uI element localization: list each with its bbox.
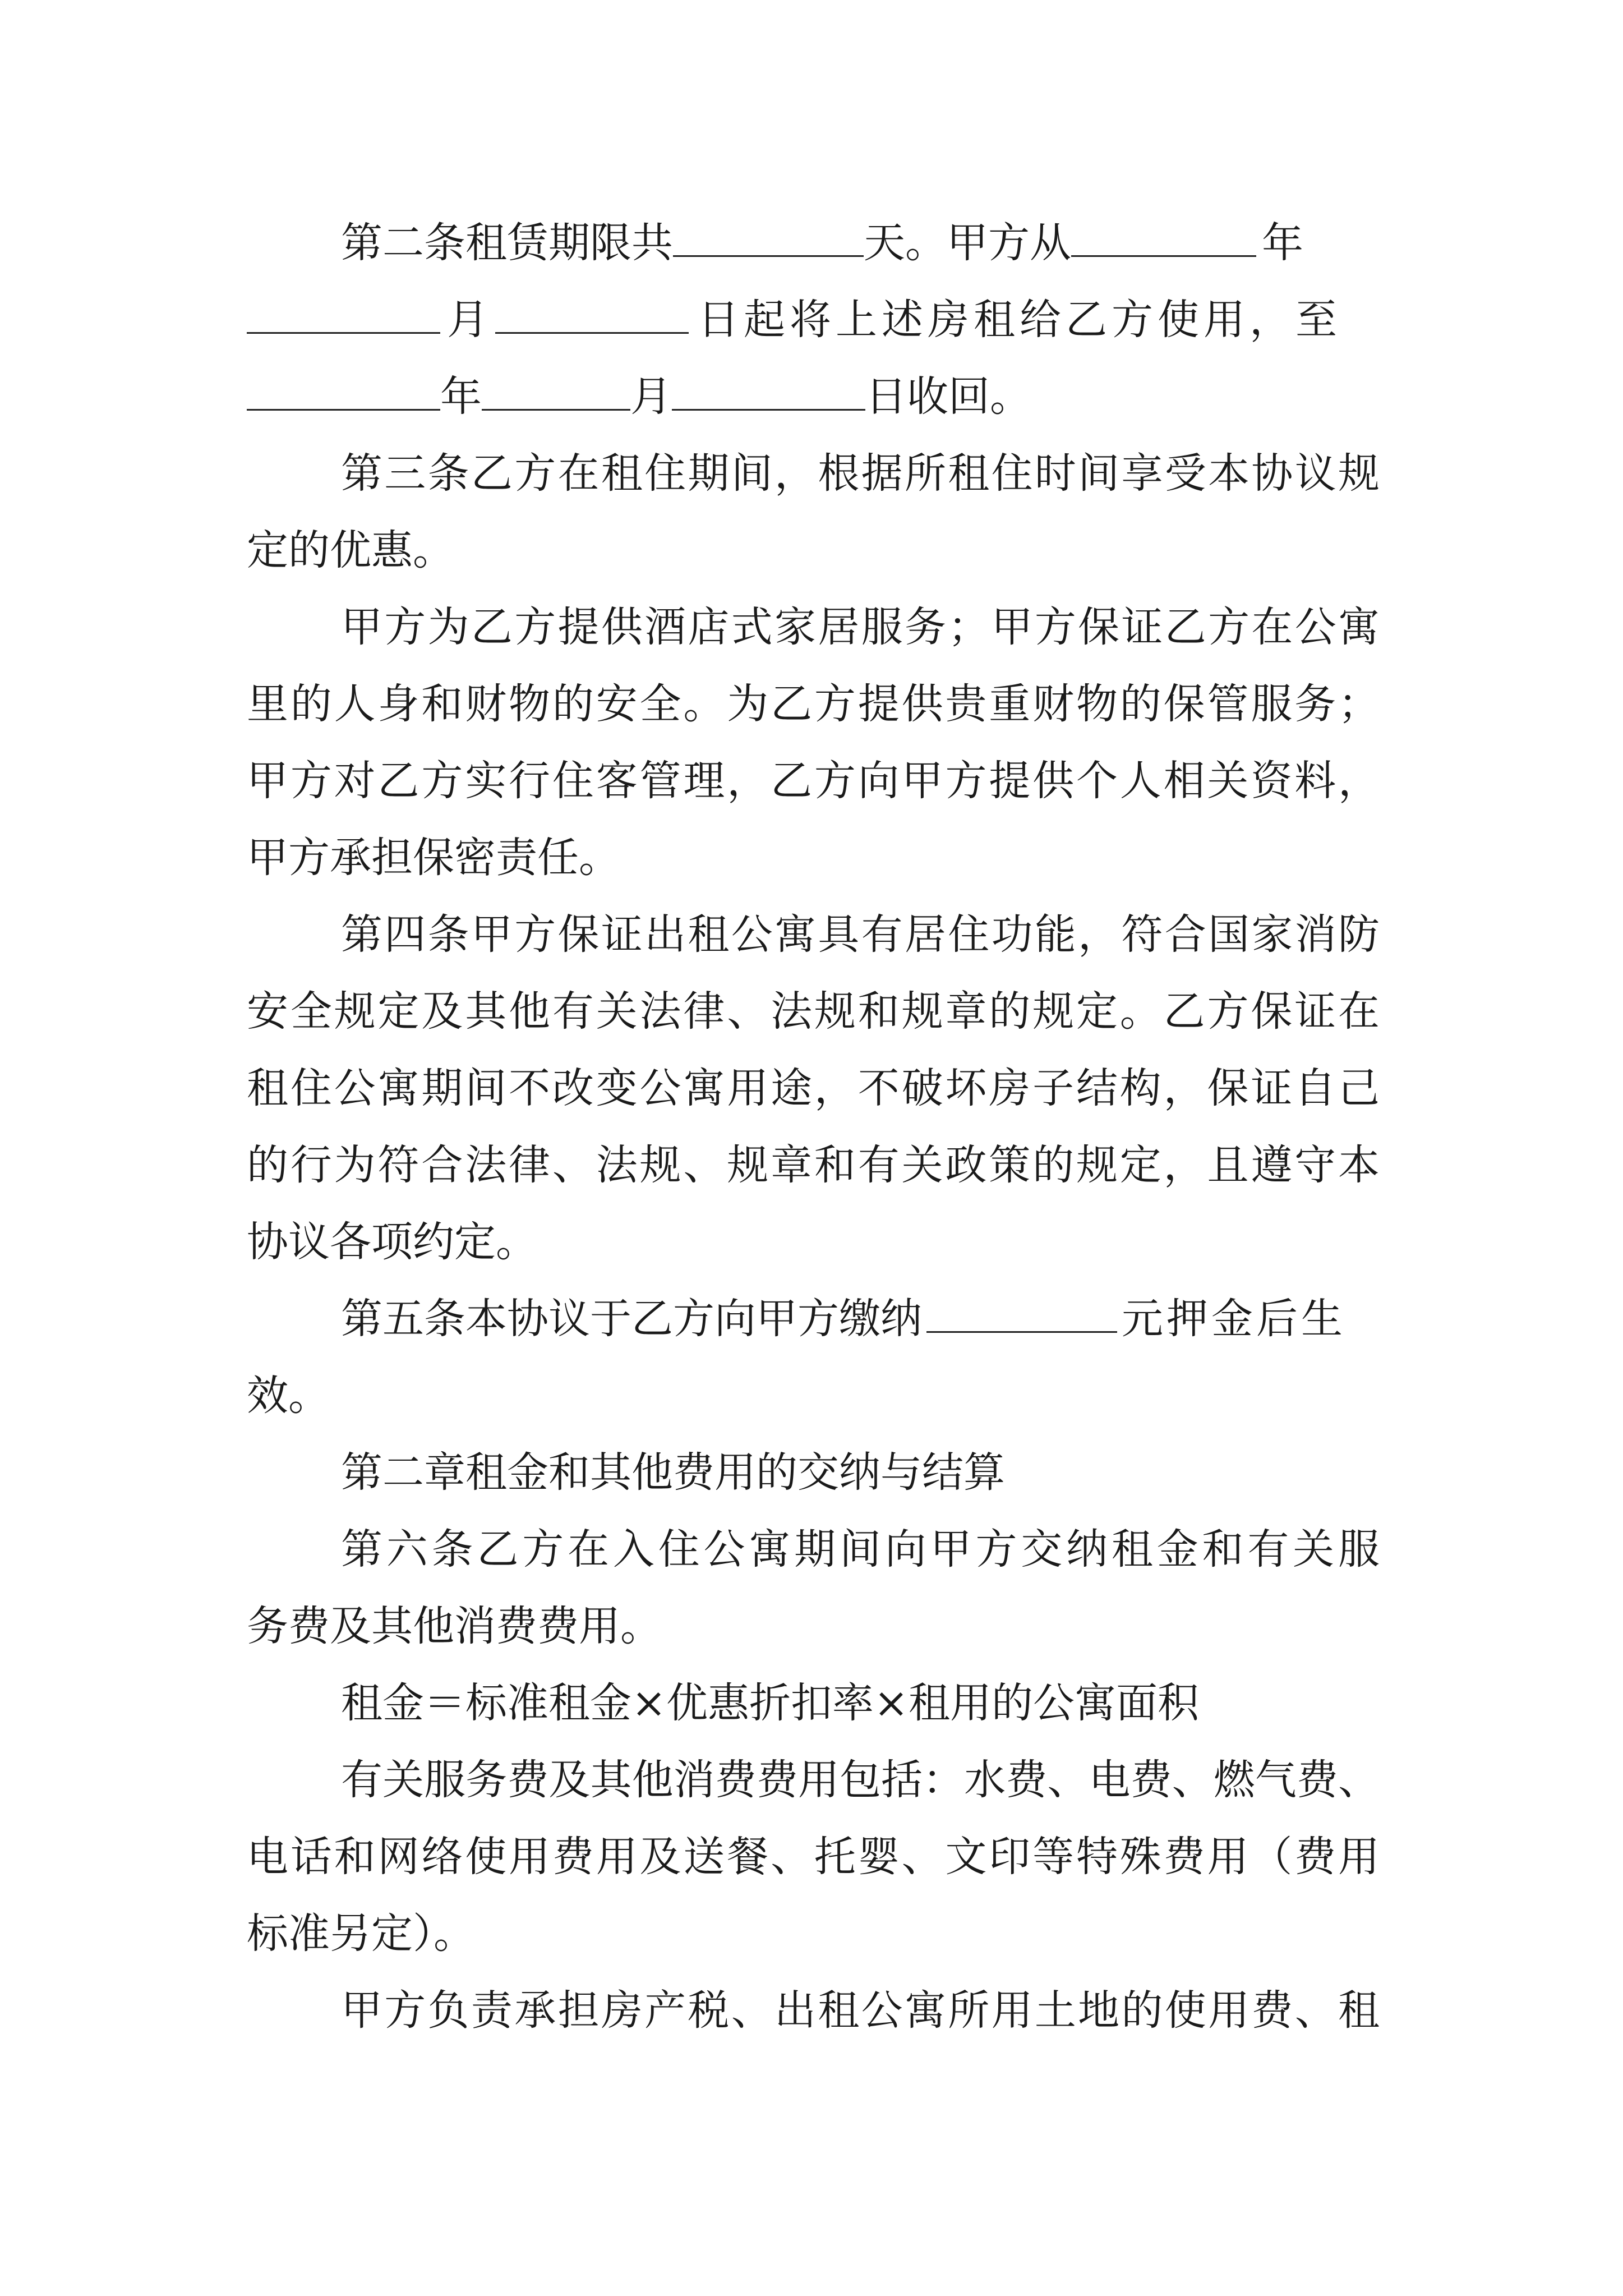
text-segment: 年 bbox=[1262, 219, 1303, 267]
text-segment: 月 bbox=[447, 296, 488, 344]
text-segment: 元押金后生 bbox=[1122, 1295, 1346, 1343]
paragraph-line: 定的优惠。 bbox=[247, 526, 454, 574]
article-5-line-1 bbox=[247, 1285, 1380, 1352]
text-segment: 日收回。 bbox=[865, 372, 1031, 421]
paragraph-line: 标准另定）。 bbox=[247, 1910, 475, 1958]
blank-start-month[interactable] bbox=[247, 288, 440, 334]
article-2-line-2 bbox=[247, 286, 1380, 353]
paragraph-line: 协议各项约定。 bbox=[247, 1218, 537, 1266]
paragraph-line: 甲方承担保密责任。 bbox=[247, 834, 620, 882]
paragraph-line: 租住公寓期间不改变公寓用途，不破坏房子结构，保证自己 bbox=[247, 1064, 1380, 1112]
paragraph-line: 务费及其他消费费用。 bbox=[247, 1602, 662, 1650]
paragraph-line: 第六条乙方在入住公寓期间向甲方交纳租金和有关服 bbox=[341, 1525, 1380, 1573]
blank-days[interactable] bbox=[673, 211, 864, 257]
paragraph-line: 有关服务费及其他消费费用包括：水费、电费、燃气费、 bbox=[341, 1756, 1380, 1804]
paragraph-line: 安全规定及其他有关法律、法规和规章的规定。乙方保证在 bbox=[247, 987, 1380, 1036]
paragraph-line: 甲方负责承担房产税、出租公寓所用土地的使用费、租 bbox=[341, 1986, 1380, 2035]
blank-end-month[interactable] bbox=[482, 365, 630, 411]
text-segment: 第五条本协议于乙方向甲方缴纳 bbox=[341, 1295, 922, 1343]
blank-start-day[interactable] bbox=[495, 288, 689, 334]
text-segment: 月 bbox=[630, 372, 672, 421]
paragraph-line: 第三条乙方在租住期间，根据所租住时间享受本协议规 bbox=[341, 449, 1380, 498]
text-segment: 第二条租赁期限共 bbox=[341, 219, 673, 267]
blank-end-day[interactable] bbox=[672, 365, 865, 411]
paragraph-line: 第四条甲方保证出租公寓具有居住功能，符合国家消防 bbox=[341, 910, 1380, 959]
text-segment: 日起将上述房租给乙方使用，至 bbox=[698, 296, 1341, 344]
paragraph-line: 里的人身和财物的安全。为乙方提供贵重财物的保管服务； bbox=[247, 680, 1380, 728]
article-2-line-1 bbox=[247, 209, 1380, 277]
paragraph-line: 的行为符合法律、法规、规章和有关政策的规定，且遵守本 bbox=[247, 1141, 1380, 1189]
paragraph-line: 甲方为乙方提供酒店式家居服务；甲方保证乙方在公寓 bbox=[341, 603, 1380, 651]
text-segment: 天。甲方从 bbox=[864, 219, 1071, 267]
blank-end-year[interactable] bbox=[247, 365, 440, 411]
blank-deposit[interactable] bbox=[926, 1287, 1117, 1333]
paragraph-line: 电话和网络使用费用及送餐、托婴、文印等特殊费用（费用 bbox=[247, 1833, 1380, 1881]
formula-line: 租金＝标准租金×优惠折扣率×租用的公寓面积 bbox=[341, 1679, 1200, 1727]
blank-start-year[interactable] bbox=[1071, 211, 1256, 257]
article-2-line-3 bbox=[247, 363, 1380, 430]
paragraph-line: 效。 bbox=[247, 1372, 330, 1420]
paragraph-line: 甲方对乙方实行住客管理，乙方向甲方提供个人相关资料， bbox=[247, 757, 1380, 805]
text-segment: 年 bbox=[440, 372, 482, 421]
chapter-heading: 第二章租金和其他费用的交纳与结算 bbox=[341, 1448, 1005, 1497]
